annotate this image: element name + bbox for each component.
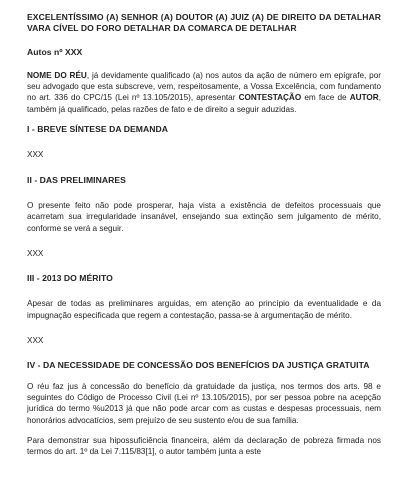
section-heading-merit: III - 2013 DO MÉRITO xyxy=(27,273,113,284)
document-title: EXCELENTÍSSIMO (A) SENHOR (A) DOUTOR (A) JUIZ (A) DE DIREITO DA DETALHAR VARA CÍVEL DO FORO DETALHAR DA COMARCA DE DETALHAR xyxy=(27,12,381,34)
intro-text-1: , já devidamente qualificado (a) nos autos da ação de número em epígrafe, por seu advogado que esta subscreve, vem, respeitosamente, a Vossa Excelência, com fundamento no art. 336 do CPC/15 (Lei nº 13.105/2015), apresentar xyxy=(27,70,381,103)
contestacao-label: CONTESTAÇÃO xyxy=(238,93,302,103)
intro-text-2: em face de xyxy=(301,93,350,103)
section-placeholder-preliminaries: XXX xyxy=(27,248,44,258)
section-placeholder-synthesis: XXX xyxy=(27,150,44,160)
case-number: Autos nº XXX xyxy=(27,46,83,57)
defendant-name: NOME DO RÉU xyxy=(27,70,87,80)
plaintiff-name: AUTOR xyxy=(349,93,379,103)
intro-text-3: , também já qualificado, pelas razões de fato e de direito a seguir aduzidas. xyxy=(27,93,381,114)
section-paragraph-free-justice-2: Para demonstrar sua hipossuficiência financeira, além da declaração de pobreza firmada nos termos do art. 1º da Lei 7.115/83[1], o autor também junta a este xyxy=(27,435,381,457)
section-placeholder-merit: XXX xyxy=(27,336,44,346)
section-paragraph-merit: Apesar de todas as preliminares arguidas, em atenção ao princípio da eventualidade e da impugnação especificada que regem a contestação, passa-se à argumentação de mérito. xyxy=(27,299,381,320)
section-paragraph-preliminaries: O presente feito não pode prosperar, haja vista a existência de defeitos processuais que acarretam sua irregularidade insanável, ensejando sua extinção sem julgamento de mérito, conforme se verá a seguir. xyxy=(27,200,381,233)
section-heading-synthesis: I - BREVE SÍNTESE DA DEMANDA xyxy=(27,124,168,135)
section-heading-free-justice: IV - DA NECESSIDADE DE CONCESSÃO DOS BENEFÍCIOS DA JUSTIÇA GRATUITA xyxy=(27,360,370,371)
section-paragraph-free-justice-1: O réu faz jus à concessão do benefício da gratuidade da justiça, nos termos dos arts. 98 e seguintes do Código de Processo Civil (Lei nº 13.105/2015), por ser pessoa pobre na acepção jurídica do termo %u2013 já que não pode arcar com as custas e despesas processuais, nem honorários advocatícios, sem prejuízo de seu sustento e/ou de sua família. xyxy=(27,381,381,425)
intro-paragraph xyxy=(27,70,381,115)
document-page xyxy=(27,12,381,457)
section-heading-preliminaries: II - DAS PRELIMINARES xyxy=(27,174,126,185)
